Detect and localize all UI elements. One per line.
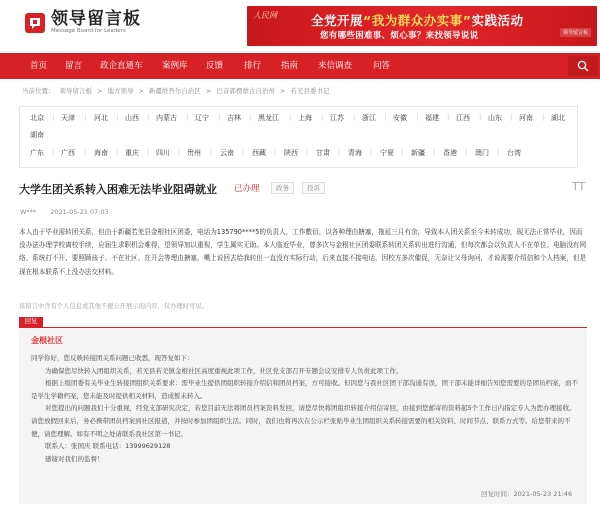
region-link[interactable]: 辽宁 [195,114,209,122]
region-separator: | [178,148,181,156]
region-link[interactable]: 台湾 [507,149,521,157]
region-link[interactable]: 四川 [156,149,170,157]
region-link[interactable]: 山东 [488,114,502,122]
banner-title: 全党开展“我为群众办实事”实践活动 [311,13,524,28]
region-separator: | [116,148,119,156]
breadcrumb-label: 当前位置： [22,87,55,95]
region-link[interactable]: 甘肃 [316,149,330,157]
message-meta [20,208,123,216]
message-body: 本人由于毕业需转团关系，但由于新疆若羌县金根社区团委，电话为135790****5的负责人，工作敷衍，以各种理由搪塞，拖延三月有余，导致本人团关系至今未转成功，现无法正常毕业，因而没办法办理学校离校手续，应届生求职机会难得，望领导加以重视，学生属实无助。本人临近毕业，曾多次与金根社区团委联系转团关系转出进行沟通，但每次都会以负责人不在单位、电脑没有网络、系统打不开、要照顾孩子、不在社区、在开会等理由搪塞，嘴上说回去给我转但一直没有实际行动，后来直接不接电话，因校方多次催促，无奈让父母询问，才说需要介绍信和个人档案，但是现在根本联系不上没办法交材料。 [19,228,587,276]
region-link[interactable]: 广西 [61,149,75,157]
breadcrumb-item[interactable]: 巴音郭楞蒙古自治州 [216,87,275,95]
region-link[interactable]: 河南 [519,114,533,122]
region-link[interactable]: 江苏 [330,114,344,122]
breadcrumb-sep: > [205,87,212,95]
font-size-icon[interactable]: TT [572,180,586,193]
nav-item-survey[interactable]: 来信调查 [318,61,353,71]
region-link[interactable]: 西藏 [252,149,266,157]
region-link[interactable]: 湖北 [551,114,565,122]
region-separator: | [497,148,500,156]
region-separator: | [274,148,277,156]
region-link[interactable]: 江西 [456,114,470,122]
region-separator: | [84,148,87,156]
reply-body [31,352,579,465]
region-separator: | [84,113,87,121]
region-separator: | [147,113,150,121]
region-link[interactable]: 内蒙古 [156,114,177,122]
nav-item-guide[interactable]: 指南 [281,61,299,71]
region-separator: | [338,148,341,156]
region-separator: | [433,148,436,156]
logo-subtitle: Message Board for Leaders [51,28,126,34]
breadcrumb-item[interactable]: 新疆维吾尔自治区 [148,87,201,95]
breadcrumb [22,86,334,95]
region-separator: | [321,113,324,121]
logo-title: 领导留言板 [51,9,141,29]
breadcrumb-sep: > [97,87,103,95]
search-button[interactable] [568,56,598,76]
region-separator: | [416,113,419,121]
author-name: W*** [20,208,37,216]
region-separator: | [52,113,55,121]
reply-badge: 回复 [19,317,43,327]
breadcrumb-item[interactable]: 领导留言板 [59,87,92,95]
campaign-banner[interactable] [247,6,597,46]
region-separator: | [384,113,387,121]
breadcrumb-item[interactable]: 地方领导 [107,87,134,95]
nav-item-messages[interactable]: 留言 [65,61,83,71]
region-link[interactable]: 陕西 [284,149,298,157]
region-separator: | [542,113,545,121]
banner-badge: 领导留言板 [560,28,591,37]
reply-paragraph: 为确保您尽快转入团组织关系，若羌县若羌镇金根社区高度重视此项工作，社区党支部召开专题会议安排专人负责此项工作。 [45,366,403,375]
nav-item-enterprise[interactable]: 政企直通车 [100,61,143,71]
tag-type[interactable]: 投诉 [302,182,325,194]
region-link[interactable]: 福建 [425,114,439,122]
reply-contact: 联系人：张国庆 联系电话：13999629128 [45,442,171,451]
region-separator: | [210,148,213,156]
nav-item-home[interactable]: 首页 [30,61,48,71]
region-separator: | [306,148,309,156]
banner-source: 人民网 [253,11,277,20]
region-selector [19,106,578,168]
region-link[interactable]: 北京 [30,114,44,122]
nav-item-feedback[interactable]: 反馈 [206,61,224,71]
reply-thanks: 感谢对我们的监督！ [45,454,104,463]
breadcrumb-sep: > [279,87,286,95]
region-link[interactable]: 宁夏 [380,149,394,157]
region-separator: | [218,113,221,121]
region-link[interactable]: 澳门 [475,149,489,157]
breadcrumb-sep: > [138,87,144,95]
reply-paragraph: 同学你好，您反映转接团关系问题已收悉，现答复如下： [31,354,194,362]
region-link[interactable]: 贵州 [187,149,201,157]
region-separator: | [401,148,404,156]
region-separator: | [186,113,189,121]
region-link[interactable]: 海南 [94,149,108,157]
site-header [0,0,600,50]
region-separator: | [465,148,468,156]
reply-time: 回复时间：2021-05-23 21:46 [481,490,573,498]
region-link[interactable]: 广东 [30,149,44,157]
tag-category[interactable]: 政务 [271,182,294,194]
region-separator: | [147,148,150,156]
region-link[interactable]: 安徽 [393,114,407,122]
post-time: 2021-05-21 07:03 [50,208,109,216]
banner-subtitle: 您有哪些困难事、烦心事？来找领导说说 [320,31,479,41]
region-separator: | [116,113,119,121]
reply-organization: 金根社区 [31,336,63,345]
breadcrumb-current: 若羌县委书记 [290,87,330,95]
region-link[interactable]: 山西 [125,114,139,122]
region-link[interactable]: 重庆 [125,149,139,157]
region-link[interactable]: 青海 [348,149,362,157]
region-separator: | [249,113,252,121]
site-logo[interactable] [24,10,141,35]
search-icon [577,60,589,72]
region-link[interactable]: 新疆 [411,149,425,157]
region-link[interactable]: 天津 [61,114,75,122]
region-link[interactable]: 上海 [298,114,312,122]
nav-item-cases[interactable]: 案例库 [162,61,188,71]
region-separator: | [370,148,373,156]
nav-item-qa[interactable]: 问答 [373,61,391,71]
region-link[interactable]: 吉林 [227,114,241,122]
region-separator: | [479,113,482,121]
region-link[interactable]: 云南 [220,149,234,157]
region-separator: | [447,113,450,121]
region-link[interactable]: 浙江 [362,114,376,122]
main-nav [0,53,600,79]
region-separator: | [52,148,55,156]
status-badge: 已办理 [234,184,260,194]
region-link[interactable]: 香港 [443,149,457,157]
nav-item-ranking[interactable]: 排行 [244,61,262,71]
message-title: 大学生团关系转入困难无法毕业阻碍就业 [19,183,217,196]
privacy-notice: 该留言中含有个人信息或其他不便公开展示的内容，仅办理时可见。 [19,303,208,310]
logo-mark-icon [24,12,46,34]
reply-paragraph: 对您提出的问题我们十分重视，经党支部研究决定，若您目前无法将团员档案资料发回，请您尽快将团组织转接介绍信寄回，由接到您邮寄的资料起5个工作日内指定专人为您办理接收。请您放假回来后，务必携带团员档案到社区报道，并按时参加团组织生活。同时，我们也将再次在公示栏张贴毕业生团组织关系转接需要的相关资料、时间节点、联系方式等。给您带来的不便，请您理解。如有不明之处请联系我社区第一书记。 [31,404,576,438]
region-separator: | [289,113,292,121]
region-link[interactable]: 湖南 [30,131,44,139]
region-separator: | [242,148,245,156]
region-link[interactable]: 黑龙江 [258,114,279,122]
region-separator: | [510,113,513,121]
reply-paragraph: 根据上级团委有关毕业生转接团组织关系要求：需毕业生提供团组织转接介绍信和团员档案，方可接收。但因您与我社区团干部沟通有误，团干部未能详细告知您需要的是团员档案，而不是学生学籍档案，您未能及时提供相关材料，造成暂未转入。 [31,379,578,400]
reply-panel [19,328,587,504]
region-link[interactable]: 河北 [94,114,108,122]
region-separator: | [353,113,356,121]
